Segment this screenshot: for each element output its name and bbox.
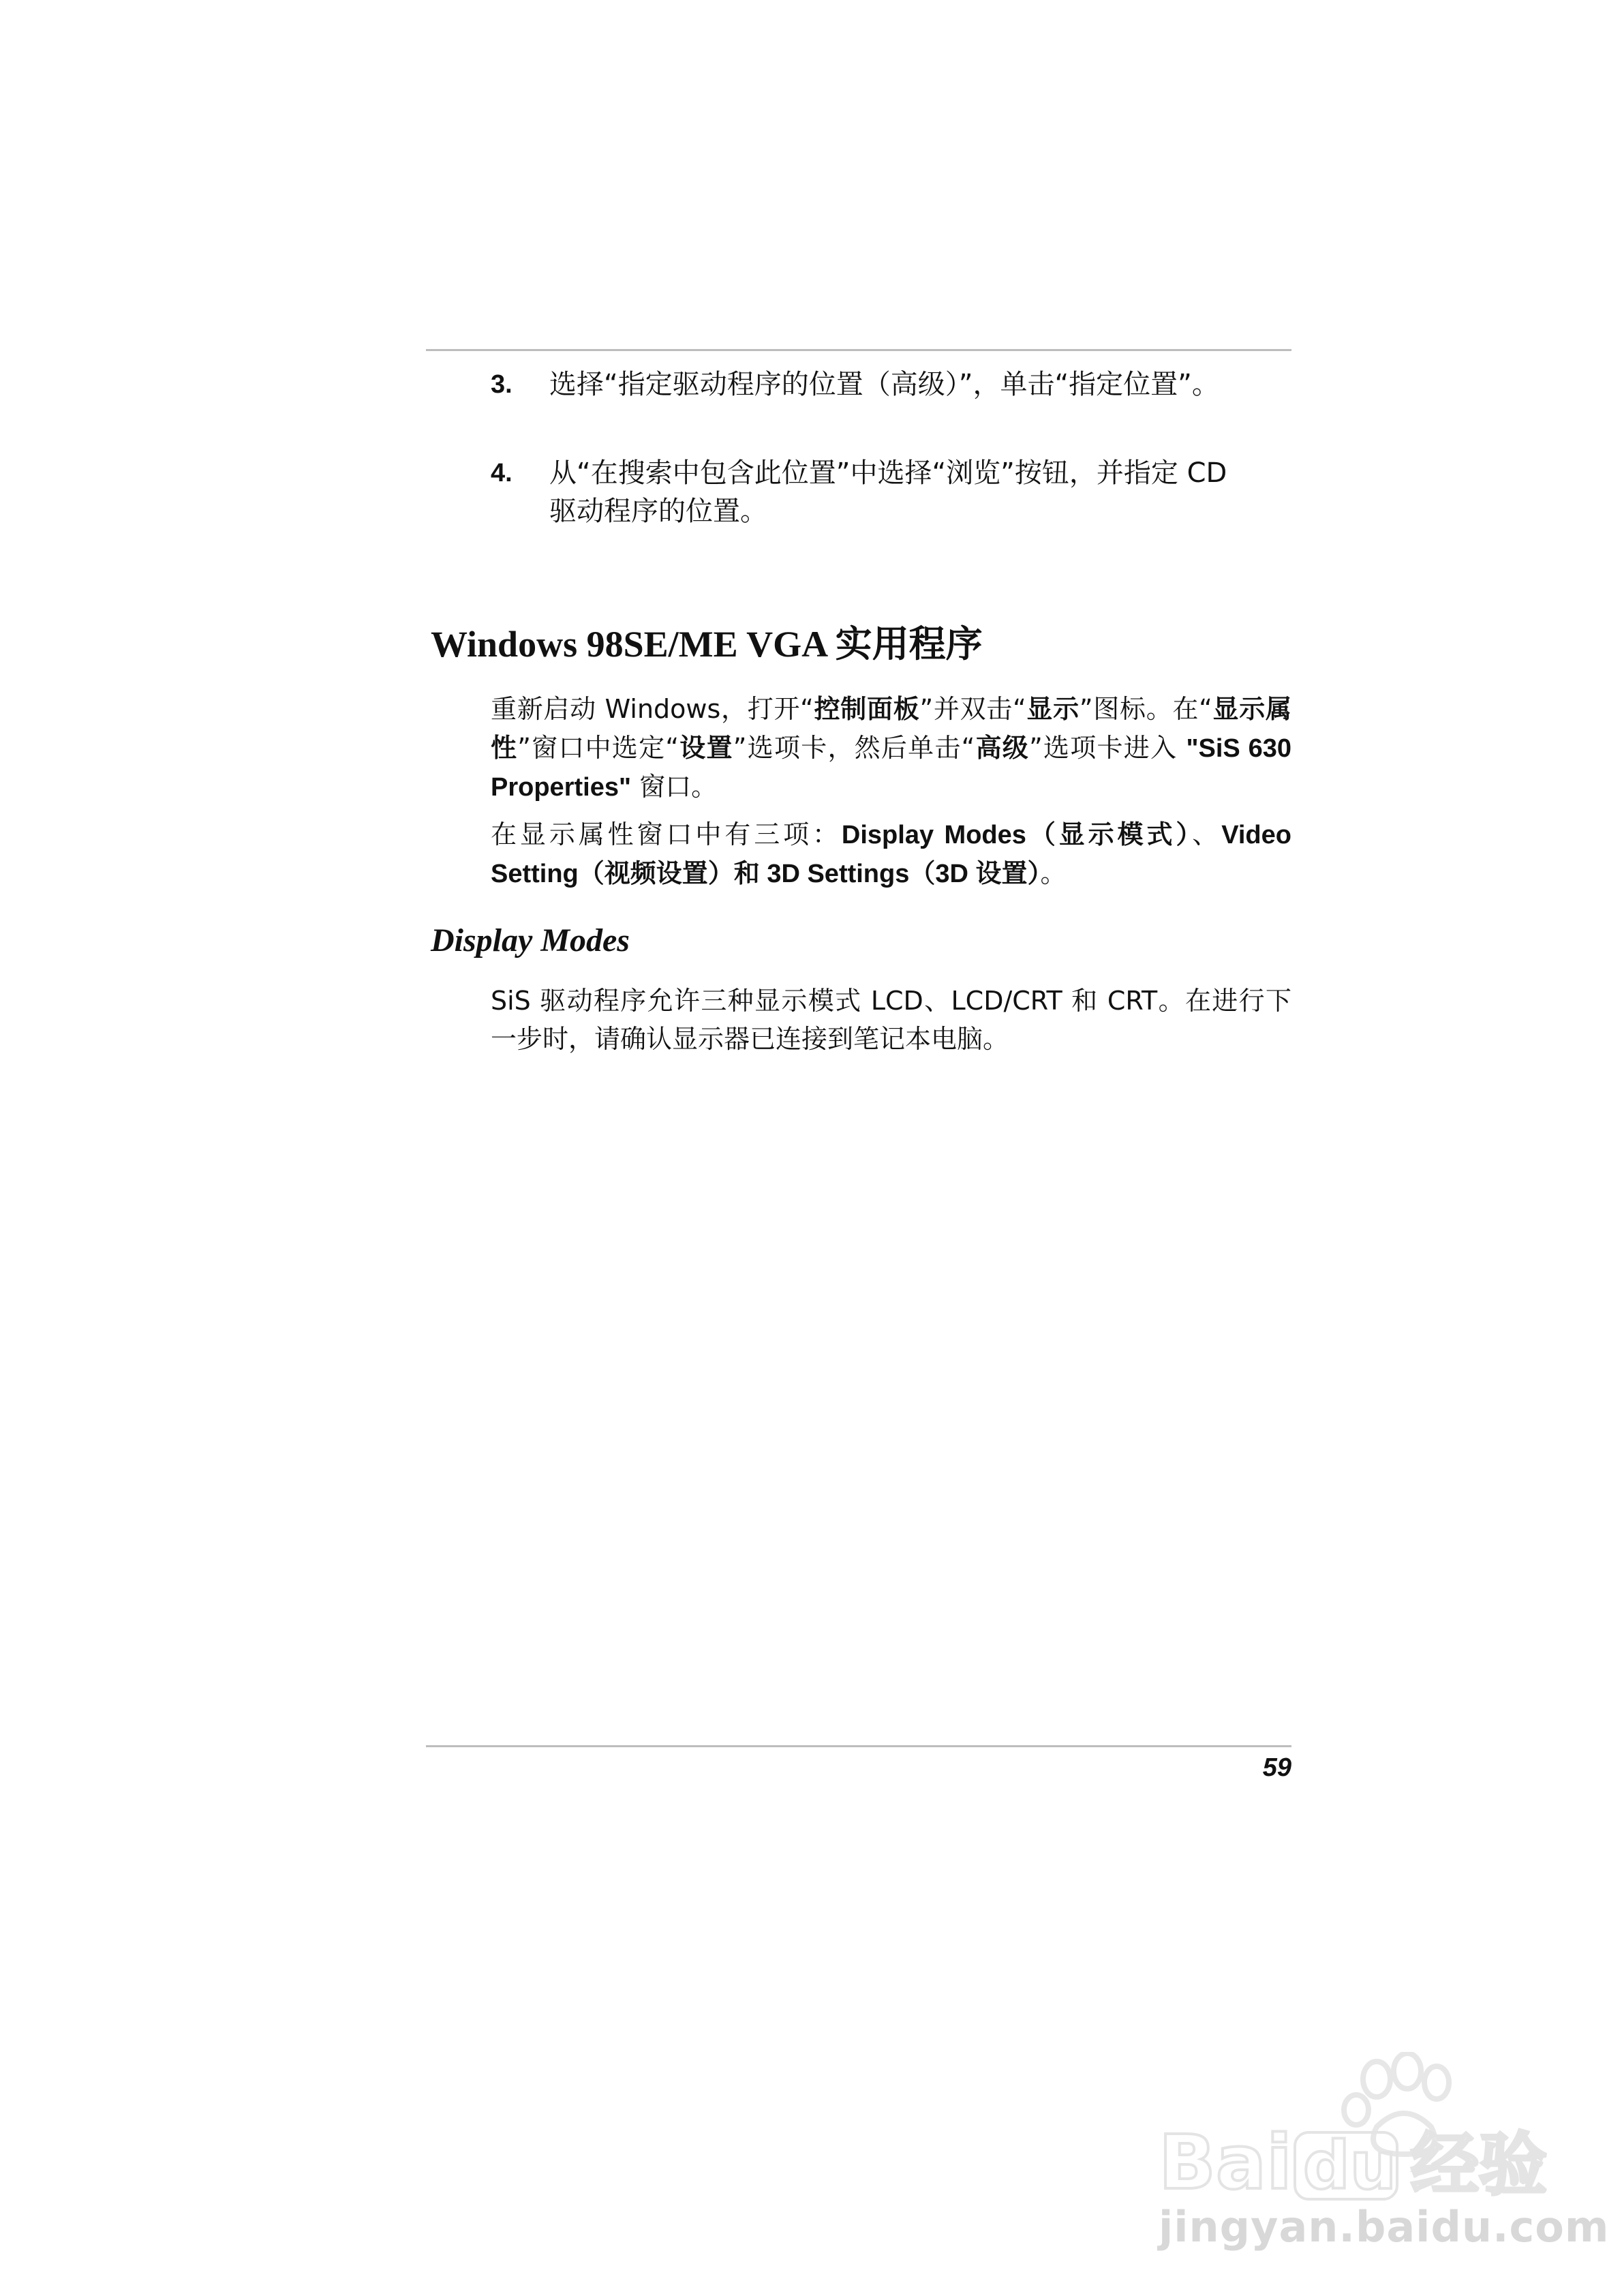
paragraph xyxy=(491,815,1291,893)
text-run: ”选项卡，然后单击“ xyxy=(733,733,975,763)
svg-text:经验: 经验 xyxy=(1411,2125,1547,2205)
paragraph xyxy=(491,690,1291,806)
text-run: ”图标。在“ xyxy=(1079,694,1212,724)
text-run: 、 xyxy=(1192,819,1222,849)
bold-term: 高级 xyxy=(975,734,1030,763)
bold-term: "SiS 630 Properties" xyxy=(491,734,1291,802)
subsection-heading: Display Modes xyxy=(431,922,630,958)
text-run: 窗口。 xyxy=(630,772,718,802)
page-number: 59 xyxy=(1262,1753,1291,1782)
text-run: ”并双击“ xyxy=(919,694,1026,724)
text-run: ”窗口中选定“ xyxy=(517,733,679,763)
bold-term: 显示 xyxy=(1026,695,1080,724)
bold-term: Display Modes（显示模式） xyxy=(841,821,1193,849)
list-item xyxy=(491,454,1295,530)
text-run: 重新启动 Windows，打开“ xyxy=(491,694,814,724)
bold-term: 控制面板 xyxy=(813,695,920,724)
header-rule xyxy=(426,349,1291,351)
list-text: 从“在搜索中包含此位置”中选择“浏览”按钮，并指定 CD 驱动程序的位置。 xyxy=(549,457,1227,527)
text-run: 在显示属性窗口中有三项： xyxy=(491,819,842,849)
list-text: 选择“指定驱动程序的位置（高级）”，单击“指定位置”。 xyxy=(549,369,1219,400)
watermark-url: jingyan.baidu.com xyxy=(1159,2202,1610,2252)
list-number: 3. xyxy=(491,370,512,399)
text-run: ”选项卡进入 xyxy=(1029,733,1187,763)
svg-text:Bai: Bai xyxy=(1159,2119,1292,2206)
footer-rule xyxy=(426,1745,1291,1747)
paragraph: SiS 驱动程序允许三种显示模式 LCD、LCD/CRT 和 CRT。在进行下一步时，请确认显示器已连接到笔记本电脑。 xyxy=(491,986,1291,1054)
section-heading: Windows 98SE/ME VGA 实用程序 xyxy=(431,624,983,665)
text-run: 。 xyxy=(1040,858,1067,888)
list-item xyxy=(491,365,1295,404)
svg-text:du: du xyxy=(1303,2128,1397,2204)
paw-logo-icon xyxy=(1152,2052,1574,2209)
list-number: 4. xyxy=(491,459,512,487)
bold-term: Video Setting（视频设置）和 3D Settings（3D 设置） xyxy=(491,821,1291,888)
bold-term: 设置 xyxy=(679,734,733,763)
bold-term: 显示属性 xyxy=(491,695,1291,763)
